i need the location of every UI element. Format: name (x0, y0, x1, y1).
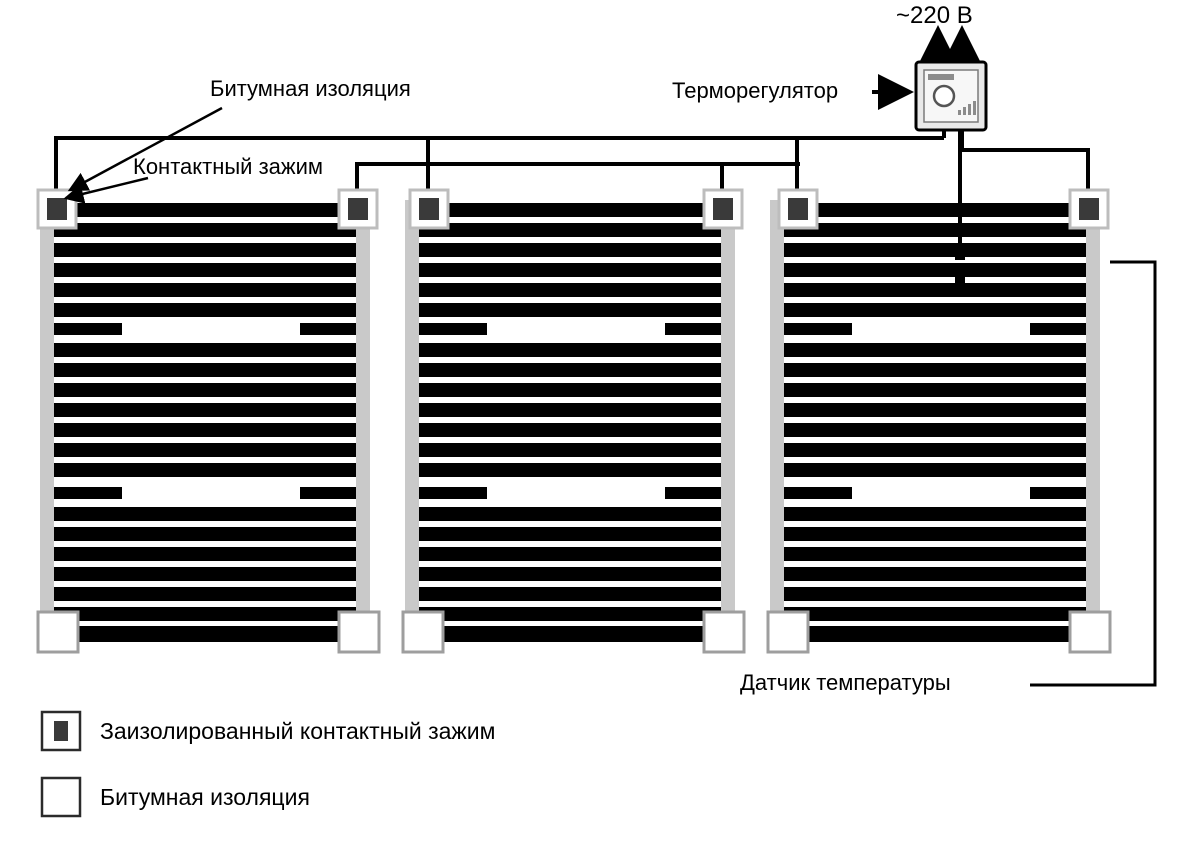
legend-symbol-insulated-clamp (42, 712, 80, 750)
bitumen-mat3-left (768, 612, 808, 652)
legend-symbols (42, 712, 80, 816)
bitumen-mat2-right (704, 612, 744, 652)
clamp-mat2-left (410, 190, 448, 228)
legend-symbol-bitumen-insulation (42, 778, 80, 816)
mat-3-right-rail (1086, 200, 1100, 648)
leader-clamp (66, 178, 148, 198)
thermostat-brand-mark (928, 74, 954, 80)
voltage-label: ~220 В (896, 2, 973, 29)
clamp-mat3-right (1070, 190, 1108, 228)
heating-mat-3[interactable] (770, 200, 1100, 648)
mat-2-right-rail (721, 200, 735, 648)
thermostat-knob-icon (934, 86, 954, 106)
contact-clamp-label: Контактный зажим (133, 154, 324, 179)
bitumen-insulation-label: Битумная изоляция (210, 76, 411, 101)
bitumen-mat2-left (403, 612, 443, 652)
mat-1-left-rail (40, 200, 54, 648)
temperature-sensor-label: Датчик температуры (740, 670, 951, 695)
clamp-mat3-left (779, 190, 817, 228)
clamp-mat1-right (339, 190, 377, 228)
mat-1-right-rail (356, 200, 370, 648)
bitumen-mat1-left (38, 612, 78, 652)
heating-mat-1[interactable] (40, 200, 370, 648)
mat-2-left-rail (405, 200, 419, 648)
clamp-mat2-right (704, 190, 742, 228)
heating-mat-2[interactable] (405, 200, 735, 648)
legend-item-insulated-clamp-label: Заизолированный контактный зажим (100, 718, 496, 744)
wire-mat3-right (962, 130, 1088, 196)
thermostat-device[interactable] (916, 62, 986, 130)
label-leaders (66, 92, 910, 198)
bitumen-mat1-right (339, 612, 379, 652)
mat-3-left-rail (770, 200, 784, 648)
bitumen-mat3-right (1070, 612, 1110, 652)
thermostat-label: Терморегулятор (672, 78, 839, 103)
legend-item-bitumen-insulation-label: Битумная изоляция (100, 784, 310, 810)
